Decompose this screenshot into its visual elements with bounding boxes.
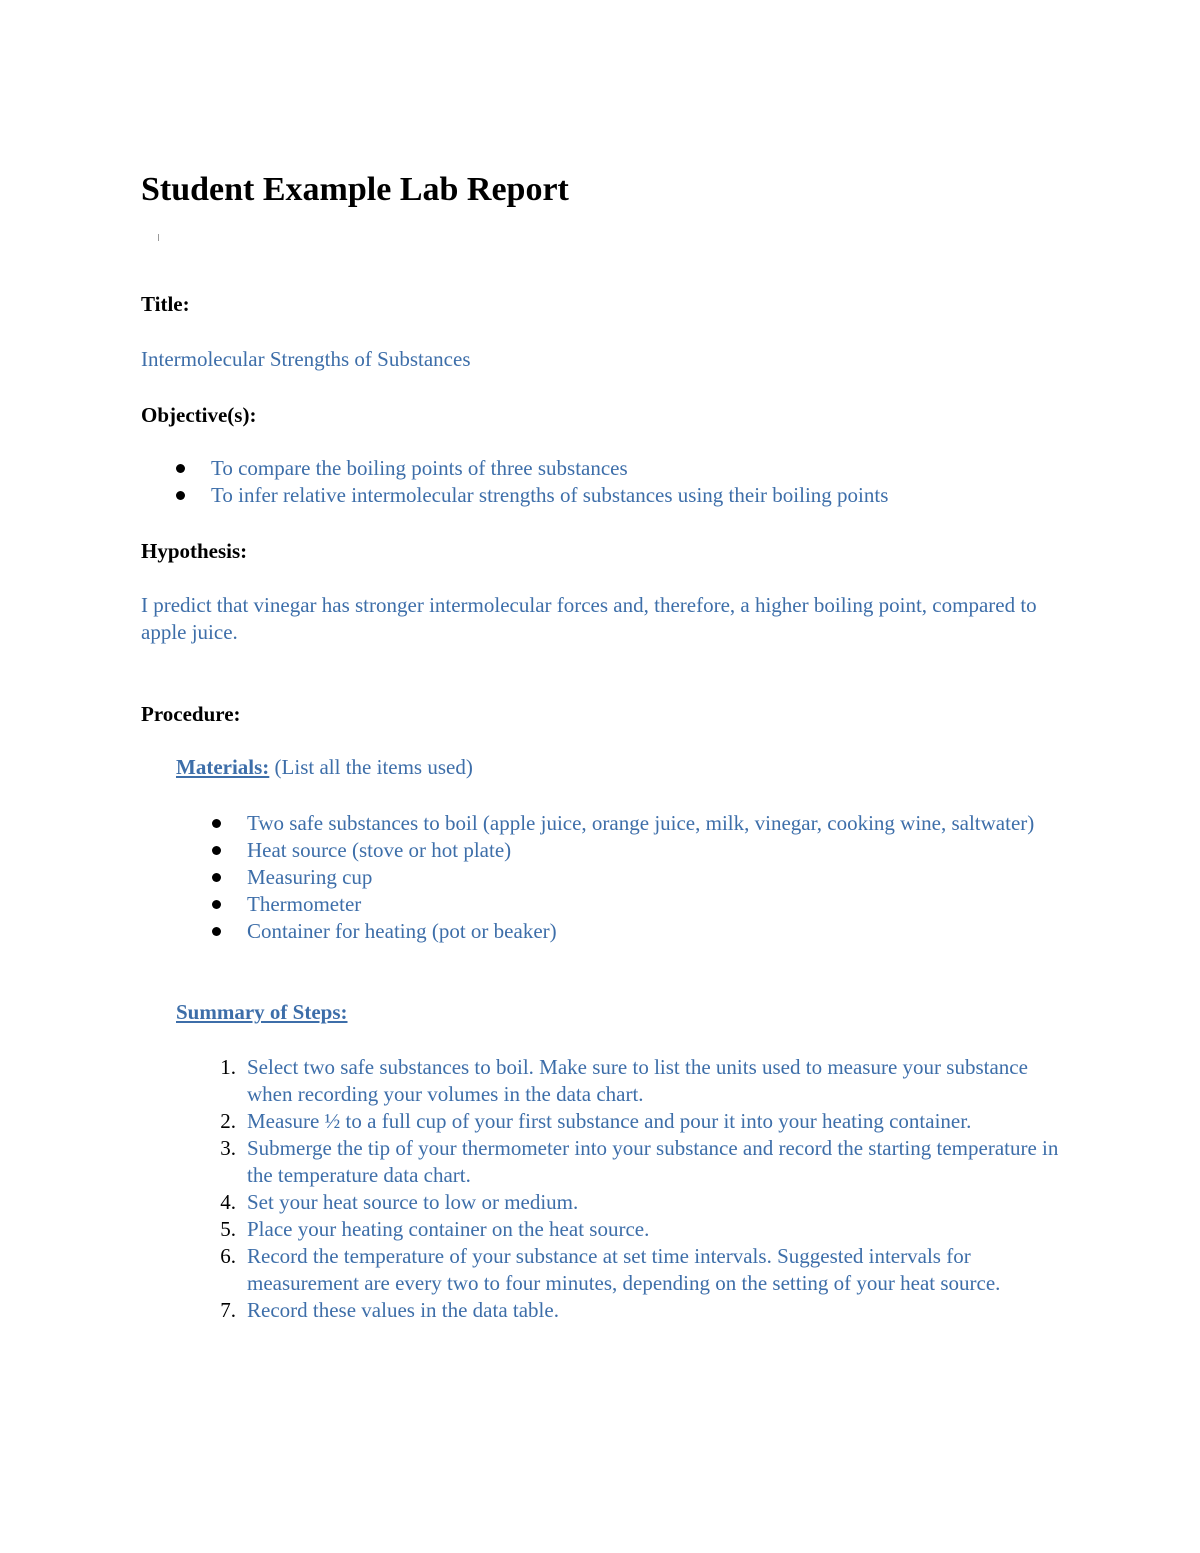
bullet-icon bbox=[212, 819, 221, 828]
document-title: Student Example Lab Report bbox=[141, 171, 569, 208]
steps-list bbox=[220, 1054, 1067, 1324]
step-text: Select two safe substances to boil. Make sure to list the units used to measure your substance when recording your volumes in the data chart. bbox=[247, 1055, 1028, 1106]
material-text: Thermometer bbox=[247, 892, 362, 916]
steps-label: Summary of Steps: bbox=[176, 1000, 348, 1024]
list-item bbox=[220, 1054, 1067, 1108]
list-item bbox=[247, 864, 1047, 891]
hypothesis-text: I predict that vinegar has stronger intermolecular forces and, therefore, a higher boiling point, compared to apple juice. bbox=[141, 593, 1037, 644]
step-text: Record the temperature of your substance at set time intervals. Suggested intervals for measurement are every two to four minutes, depending on the setting of your heat source. bbox=[247, 1244, 1001, 1295]
step-text: Measure ½ to a full cup of your first substance and pour it into your heating container. bbox=[247, 1109, 972, 1133]
material-text: Measuring cup bbox=[247, 865, 373, 889]
list-item bbox=[247, 891, 1047, 918]
materials-label: Materials: bbox=[176, 755, 270, 779]
material-text: Container for heating (pot or beaker) bbox=[247, 919, 557, 943]
step-number: 4. bbox=[220, 1190, 236, 1214]
objective-text: To infer relative intermolecular strengths of substances using their boiling points bbox=[211, 483, 889, 507]
list-item bbox=[220, 1243, 1067, 1297]
step-text: Record these values in the data table. bbox=[247, 1298, 559, 1322]
steps-heading bbox=[176, 999, 348, 1026]
list-item bbox=[211, 455, 1111, 482]
step-text: Set your heat source to low or medium. bbox=[247, 1190, 579, 1214]
step-number: 3. bbox=[220, 1136, 236, 1160]
list-item bbox=[247, 810, 1047, 837]
hypothesis-label: Hypothesis: bbox=[141, 539, 248, 563]
step-number: 6. bbox=[220, 1244, 236, 1268]
step-number: 1. bbox=[220, 1055, 236, 1079]
step-text: Submerge the tip of your thermometer into your substance and record the starting temperature in the temperature data chart. bbox=[247, 1136, 1059, 1187]
list-item bbox=[220, 1135, 1067, 1189]
bullet-icon bbox=[212, 900, 221, 909]
materials-heading bbox=[176, 754, 473, 781]
objectives-list bbox=[211, 455, 1111, 509]
objective-text: To compare the boiling points of three substances bbox=[211, 456, 628, 480]
objectives-label: Objective(s): bbox=[141, 403, 257, 427]
bullet-icon bbox=[212, 927, 221, 936]
title-value: Intermolecular Strengths of Substances bbox=[141, 347, 471, 371]
list-item bbox=[211, 482, 1111, 509]
bullet-icon bbox=[212, 846, 221, 855]
list-item bbox=[220, 1216, 1067, 1243]
bullet-icon bbox=[176, 491, 185, 500]
list-item bbox=[247, 837, 1047, 864]
step-number: 7. bbox=[220, 1298, 236, 1322]
material-text: Heat source (stove or hot plate) bbox=[247, 838, 512, 862]
step-text: Place your heating container on the heat source. bbox=[247, 1217, 650, 1241]
step-number: 2. bbox=[220, 1109, 236, 1133]
materials-note: (List all the items used) bbox=[274, 755, 473, 779]
material-text: Two safe substances to boil (apple juice, orange juice, milk, vinegar, cooking wine, saltwater) bbox=[247, 811, 1035, 835]
list-item bbox=[247, 918, 1047, 945]
procedure-label: Procedure: bbox=[141, 702, 241, 726]
materials-list bbox=[247, 810, 1047, 945]
list-item bbox=[220, 1108, 1067, 1135]
decorative-tick-mark bbox=[158, 234, 159, 241]
bullet-icon bbox=[212, 873, 221, 882]
bullet-icon bbox=[176, 464, 185, 473]
title-label: Title: bbox=[141, 292, 190, 316]
list-item bbox=[220, 1189, 1067, 1216]
list-item bbox=[220, 1297, 1067, 1324]
step-number: 5. bbox=[220, 1217, 236, 1241]
